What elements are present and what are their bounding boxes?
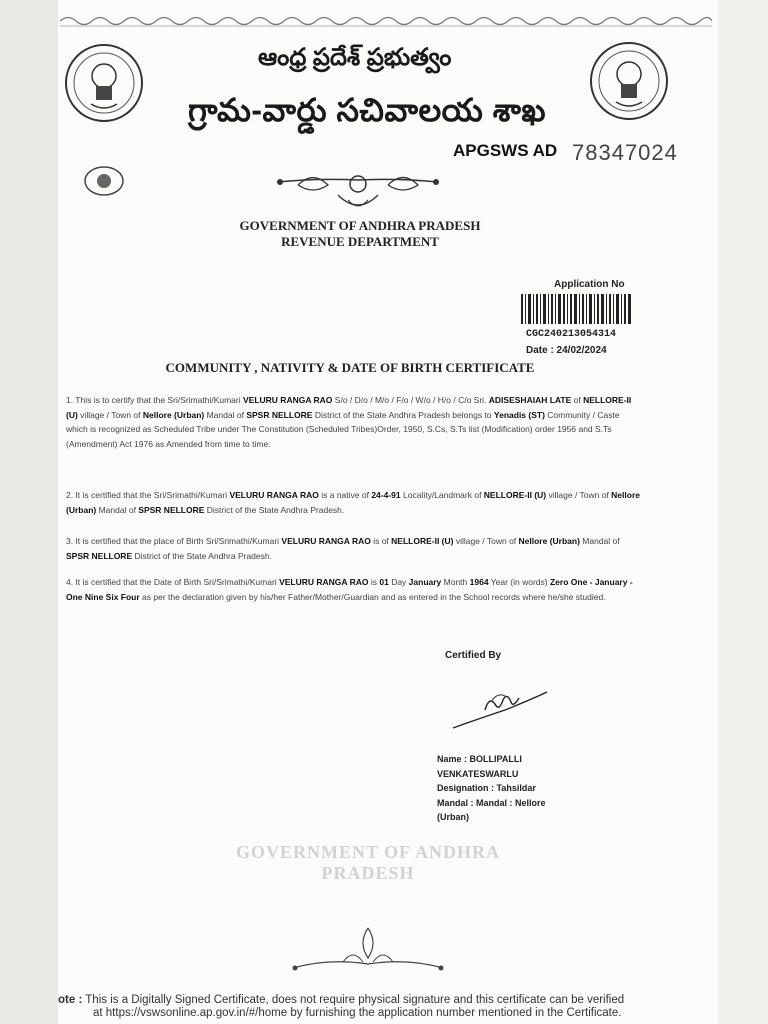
p1-text: District of the State Andhra Pradesh belongs to	[312, 409, 494, 420]
signatory-mandal: Mandal : Mandal : Nellore	[437, 797, 546, 808]
p3-village: NELLORE-II (U)	[391, 536, 454, 546]
p1-text: village / Town of	[77, 409, 143, 420]
p4-text: 4. It is certified that the Date of Birth Sri/Srimathi/Kumari	[66, 577, 280, 587]
application-no-label: Application No	[554, 279, 625, 290]
signatory-designation: Designation : Tahsildar	[437, 783, 536, 793]
p4-year: 1964	[469, 577, 489, 587]
p4-month: January	[408, 577, 442, 587]
p4-text: Year (in words)	[488, 577, 550, 587]
p3-text: District of the State Andhra Pradesh.	[132, 550, 272, 561]
p2-mandal: Nellore (Urban)	[66, 490, 640, 515]
small-emblem-icon	[83, 165, 125, 197]
p2-text: is a native of	[318, 490, 372, 500]
paragraph-4	[66, 575, 642, 604]
p1-text: of	[571, 395, 584, 405]
top-border-ornament	[60, 14, 712, 28]
signatory-name-cont: VENKATESWARLU	[437, 768, 519, 779]
ap-emblem-seal-right	[588, 40, 670, 122]
paragraph-3	[66, 534, 642, 563]
left-margin-strip	[0, 0, 58, 1024]
signatory-mandal-cont: (Urban)	[437, 812, 469, 822]
p4-text: is	[368, 577, 380, 587]
p1-text: 1. This is to certify that the Sri/Srimathi/Kumari	[66, 395, 243, 405]
note-line1: This is a Digitally Signed Certificate, does not require physical signature and this certificate can be verified	[85, 994, 625, 1006]
p2-text: village / Town of	[546, 490, 612, 500]
barcode	[519, 294, 633, 324]
p4-text: Day	[388, 577, 409, 587]
dept-name: REVENUE DEPARTMENT	[281, 234, 439, 249]
p3-mandal: Nellore (Urban)	[518, 536, 580, 546]
apgsws-label: APGSWS AD	[453, 141, 558, 160]
p3-text: 3. It is certified that the place of Birth Sri/Srimathi/Kumari	[66, 536, 282, 546]
p4-day: 01	[379, 577, 389, 587]
p1-text: Mandal of	[204, 409, 247, 420]
p4-text: as per the declaration given by his/her Father/Mother/Guardian and as entered in the School records where he/she studied.	[139, 591, 606, 602]
signatory-details	[437, 752, 546, 825]
p3-name: VELURU RANGA RAO	[281, 536, 371, 546]
p2-text: Mandal of	[96, 504, 139, 515]
note-label: ote :	[58, 994, 83, 1006]
application-number: CGC240213054314	[526, 329, 617, 340]
signatory-name: Name : BOLLIPALLI	[437, 754, 522, 764]
department-heading	[210, 218, 510, 250]
certified-by-label: Certified By	[445, 650, 502, 661]
telugu-govt-title: ఆంధ్ర ప్రదేశ్ ప్రభుత్వం	[258, 44, 452, 71]
p3-text: is of	[370, 536, 392, 546]
p3-text: village / Town of	[453, 536, 519, 546]
p4-text: Month	[441, 577, 470, 587]
p1-village: NELLORE-II (U)	[66, 395, 632, 420]
p2-text: District of the State Andhra Pradesh.	[204, 504, 345, 515]
p2-name: VELURU RANGA RAO	[229, 490, 319, 500]
p1-community: Yenadis (ST)	[493, 409, 545, 420]
note-line2: at https://vswsonline.ap.gov.in/#/home by furnishing the application number mentioned in the Certificate.	[93, 1007, 622, 1019]
p2-village: NELLORE-II (U)	[483, 490, 547, 500]
p1-text: S/o / D/o / M/o / F/o / W/o / H/o / C/o Sri.	[332, 395, 489, 405]
p2-text: 2. It is certified that the Sri/Srimathi/Kumari	[66, 490, 230, 500]
telugu-dept-title: గ్రామ-వార్డు సచివాలయ శాఖ	[188, 92, 547, 128]
paragraph-1	[66, 393, 642, 451]
right-margin-strip	[718, 0, 768, 1024]
footer-note	[58, 994, 748, 1020]
header-ornament	[258, 160, 458, 220]
p1-name: VELURU RANGA RAO	[243, 395, 333, 405]
ap-emblem-seal-left	[63, 42, 145, 124]
p1-father: ADISESHAIAH LATE	[488, 395, 572, 405]
certificate-title: COMMUNITY , NATIVITY & DATE OF BIRTH CERTIFICATE	[165, 360, 535, 375]
bottom-ornament	[283, 918, 453, 978]
p2-locality: 24-4-91	[371, 490, 401, 500]
p3-text: Mandal of	[579, 536, 620, 546]
p2-text: Locality/Landmark of	[400, 490, 484, 500]
apgsws-number: 78347024	[572, 140, 678, 165]
govt-name: GOVERNMENT OF ANDHRA PRADESH	[239, 218, 481, 233]
p2-district: SPSR NELLORE	[138, 504, 205, 515]
p1-district: SPSR NELLORE	[246, 409, 313, 420]
paragraph-2	[66, 488, 642, 517]
p4-words: Zero One - January - One Nine Six Four	[66, 577, 633, 602]
officer-signature	[445, 682, 555, 732]
application-date: Date : 24/02/2024	[526, 345, 607, 356]
p1-text: Community / Caste which is recognized as Scheduled Tribe under The Constitution (Scheduled Tribes)Order, 1950, S.Cs, S.Ts list (Modification) order 1956 and S.Ts (Amendment) Act 1976 as Amended from time to time.	[66, 409, 620, 449]
p4-name: VELURU RANGA RAO	[279, 577, 369, 587]
p3-district: SPSR NELLORE	[66, 550, 133, 561]
govt-watermark: GOVERNMENT OF ANDHRA PRADESH	[235, 842, 500, 883]
p1-mandal: Nellore (Urban)	[142, 409, 205, 420]
